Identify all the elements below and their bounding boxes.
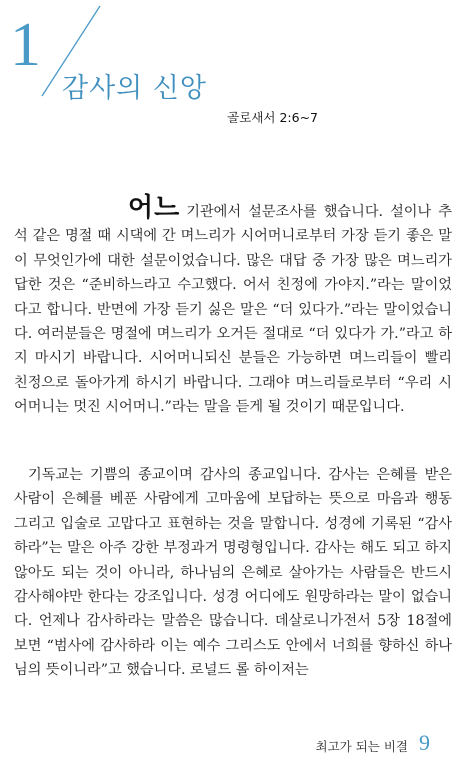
chapter-title: 감사의 신앙 [62,73,207,104]
chapter-number: 1 [10,11,41,79]
paragraph-lead-word: 어느 [128,193,181,223]
paragraph-2 [14,463,452,683]
page-number: 9 [419,730,430,755]
paragraph-1 [14,193,452,420]
paragraph-2-text: 기독교는 기쁨의 종교이며 감사의 종교입니다. 감사는 은혜를 받은 사람이 은혜를 베푼 사람에게 고마움에 보답하는 뜻으로 마음과 행동 그리고 입술로 고맙다고 표현하는 것을 말합니다. 성경에 기록된 “감사하라”는 말은 아주 강한 부정과거 명령형입니다. 감사는 해도 되고 하지 않아도 되는 것이 아니라, 하나님의 은혜로 살아가는 사람들은 반드시 감사해야만 한다는 강조입니다. 성경 어디에도 원망하라는 말이 없습니다. 언제나 감사하라는 말씀은 많습니다. 데살로니가전서 5장 18절에 보면 “범사에 감사하라 이는 예수 그리스도 안에서 너희를 향하신 하나님의 뜻이니라”고 했습니다. 로널드 롤 하이저는 [14,467,452,679]
running-footer-title: 최고가 되는 비결 [315,739,408,754]
paragraph-1-text: 기관에서 설문조사를 했습니다. 설이나 추석 같은 명절 때 시댁에 간 며느리가 시어머니로부터 가장 듣기 좋은 말이 무엇인가에 대한 설문이었습니다. 많은 대답 중 가장 많은 며느리가 답한 것은 “준비하느라고 수고했다. 어서 친정에 가야지.”라는 말이었다고 합니다. 반면에 가장 듣기 싫은 말은 “더 있다가.”라는 말이었습니다. 여러분들은 명절에 며느리가 오거든 절대로 “더 있다가 가.”라고 하지 마시기 바랍니다. 시어머니되신 분들은 가능하면 며느리들이 빨리 친정으로 돌아가게 하시기 바랍니다. 그래야 며느리들로부터 “우리 시어머니는 멋진 시어머니.”라는 말을 듣게 될 것이기 때문입니다. [14,204,452,416]
scripture-reference: 골로새서 2:6~7 [227,110,318,125]
